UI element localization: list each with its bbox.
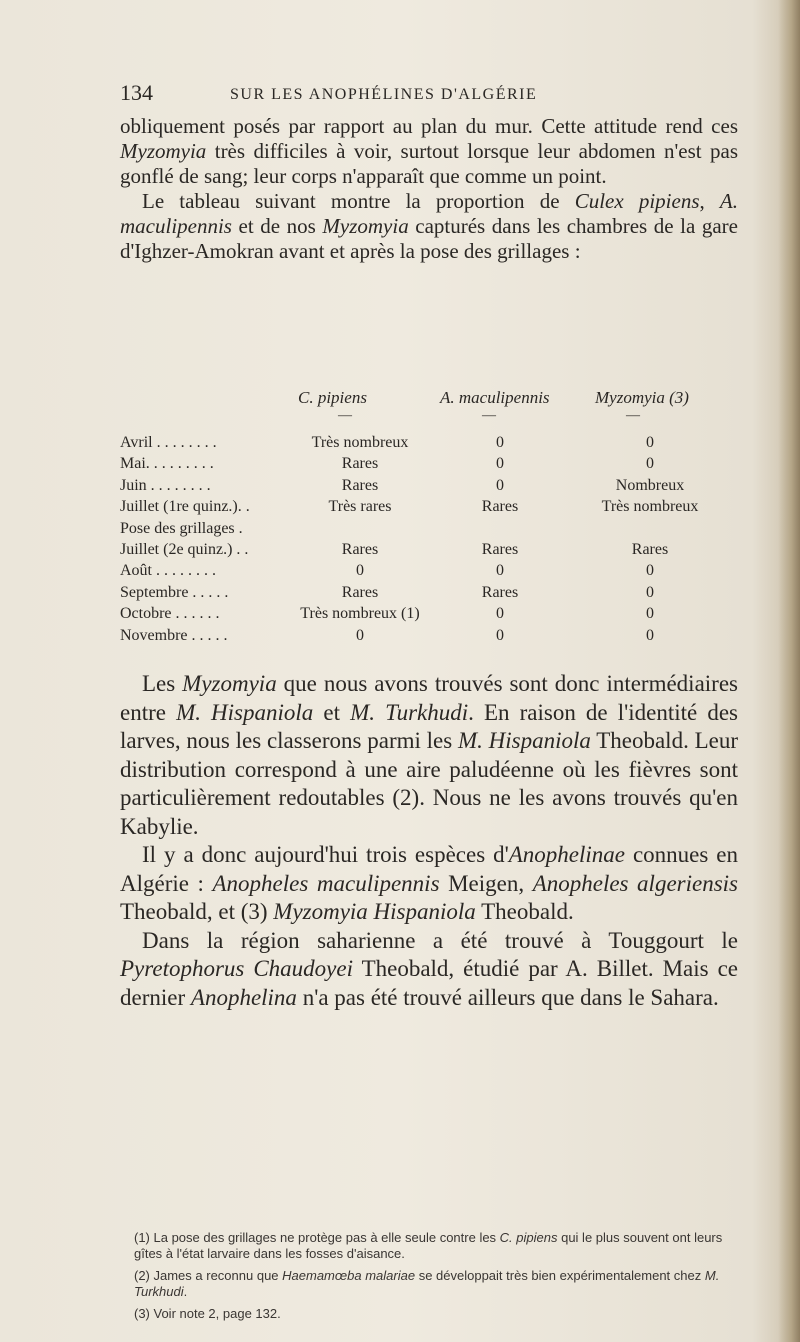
intro-text [120,114,738,264]
paragraph-table-intro: Le tableau suivant montre la proportion de Culex pipiens, A. maculipennis et de nos Myzomyia capturés dans les chambres de la gare d'Ighzer-Amokran avant et après la pose des grillages : [120,189,738,263]
table-cell: 0 [496,455,504,473]
row-label: Pose des grillages . [120,519,243,537]
page-edge [778,0,800,1342]
row-label: Août . . . . . . . . [120,562,216,580]
row-label: Juillet (2e quinz.) . . [120,541,249,558]
table-cell: 0 [646,626,654,644]
col-dash: — [338,408,352,423]
row-label: Mai. . . . . . . . . [120,455,214,473]
table-cell: 0 [646,583,654,601]
running-head: SUR LES ANOPHÉLINES D'ALGÉRIE [230,86,538,103]
table-cell: 0 [646,562,654,580]
table-cell: Rares [341,541,379,558]
table-cell: Rares [631,541,669,558]
row-label: Avril . . . . . . . . [120,434,217,451]
paragraph-especes: Il y a donc aujourd'hui trois espèces d'Anophelinae connues en Algérie : Anopheles maculipennis Meigen, Anopheles algeriensis Theobald, et (3) Myzomyia Hispaniola Theobald. [120,842,739,924]
table-cell: Rares [481,541,519,558]
row-label: Novembre . . . . . [120,626,228,644]
paragraph-sahara: Dans la région saharienne a été trouvé à Touggourt le Pyretophorus Chaudoyei Theobald, étudié par A. Billet. Mais ce dernier Anophelina n'a pas été trouvé ailleurs que dans le Sahara. [120,927,739,1010]
table-cell: 0 [496,476,504,494]
row-label: Juillet (1re quinz.). . [120,498,250,516]
table-cell: 0 [496,626,504,644]
table-cell: 0 [646,434,654,451]
col-header-myzomyia: Myzomyia (3) [595,388,689,407]
table-cell: Très nombreux [601,498,699,516]
table-cell: Très rares [328,498,392,516]
table-cell: 0 [496,562,504,580]
footnotes [134,1230,738,1328]
capture-table [120,388,740,648]
col-dash: — [482,408,496,423]
row-label: Juin . . . . . . . . [120,476,211,494]
paragraph-continuation: obliquement posés par rapport au plan du mur. Cette attitude rend ces Myzomyia très difficiles à voir, surtout lorsque leur abdomen n'est pas gonflé de sang; leur corps n'apparaît que comme un point. [120,114,738,188]
body-text [120,670,738,1012]
table-cell: Nombreux [615,476,685,494]
table-cell: Rares [481,498,519,516]
page-number: 134 [120,80,153,105]
table-cell: 0 [356,626,364,644]
col-header-culex: C. pipiens [298,388,367,407]
table-cell: Rares [481,583,519,601]
row-label: Octobre . . . . . . [120,605,220,623]
footnote-3: (3) Voir note 2, page 132. [134,1306,281,1321]
table-cell: Très nombreux (1) [300,605,420,623]
table-cell: 0 [646,605,654,623]
row-label: Septembre . . . . . [120,583,229,601]
page-header [120,80,740,114]
table-cell: Rares [341,476,379,494]
table-cell: Rares [341,455,379,473]
table-cell: 0 [496,434,504,451]
table-cell: 0 [496,605,504,623]
col-dash: — [626,408,640,423]
table-cell: Rares [341,583,379,601]
table-cell: 0 [646,455,654,473]
table-cell: Très nombreux [311,434,409,451]
paragraph-intermediaires: Les Myzomyia que nous avons trouvés sont donc intermédiaires entre M. Hispaniola et M. Turkhudi. En raison de l'identité des larves, nous les classerons parmi les M. Hispaniola Theobald. Leur distribution correspond à une aire paludéenne où les fièvres sont particulièrement redoutables (2). Nous ne les avons trouvés qu'en Kabylie. [120,671,739,839]
table-cell: 0 [356,562,364,580]
footnote-2: (2) James a reconnu que Haemamœba malariae se développait très bien expérimentalement chez M. Turkhudi. [134,1268,720,1299]
footnote-1: (1) La pose des grillages ne protège pas à elle seule contre les C. pipiens qui le plus souvent ont leurs gîtes à l'état larvaire dans les fosses d'aisance. [134,1230,723,1261]
col-header-maculipennis: A. maculipennis [440,388,550,407]
